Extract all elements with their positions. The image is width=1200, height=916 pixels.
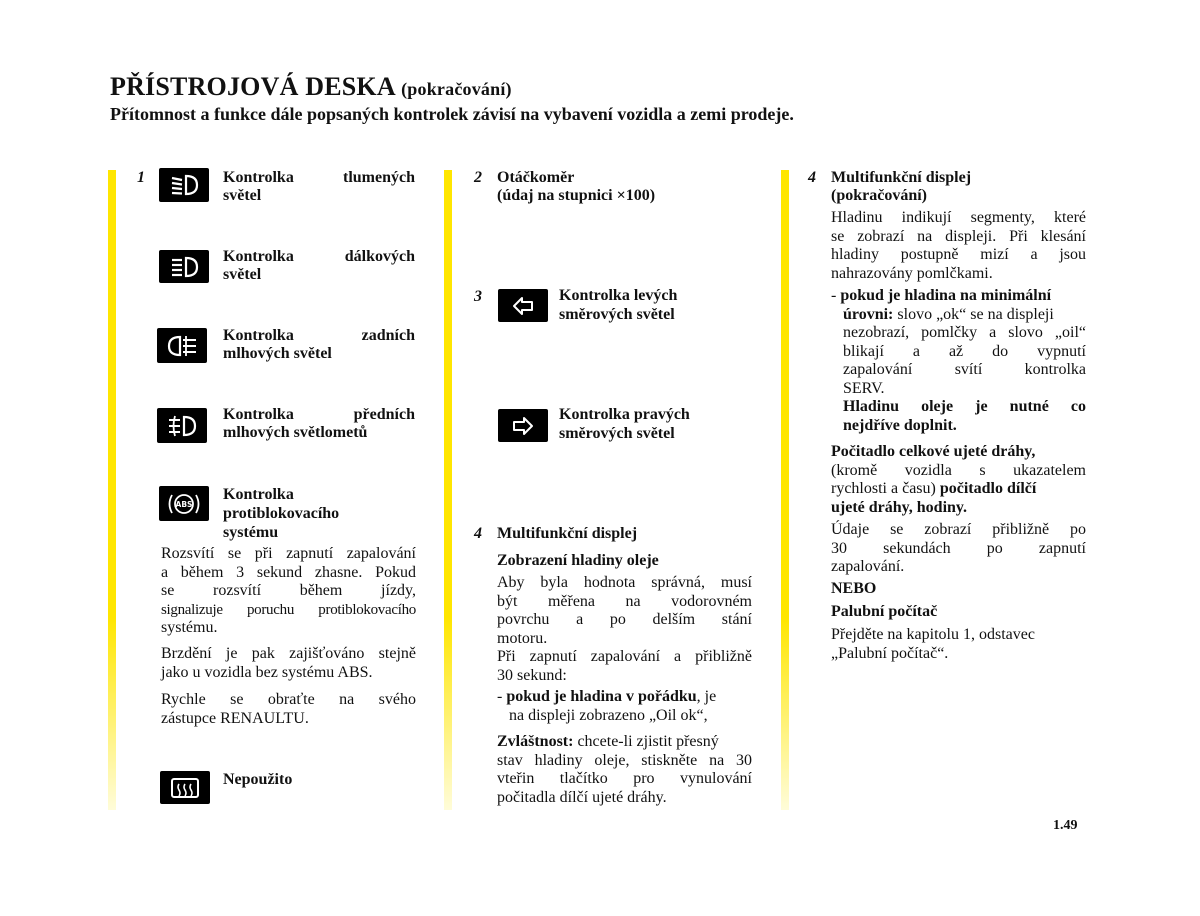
abs-description-2: Brzdění je pak zajišťováno stejně jako u vozidla bez systému ABS. xyxy=(161,645,416,681)
unused-label: Nepoužito xyxy=(223,771,293,788)
low-beam-icon xyxy=(159,168,209,202)
abs-label-3: systému xyxy=(223,524,279,541)
display-cont-heading-1: Multifunkční displej xyxy=(831,169,972,186)
segments-para: Hladinu indikují segmenty, které se zobrazí na displeji. Při klesání hladiny postupně mizí a jsou nahrazovány pomlčkami. xyxy=(831,209,1086,282)
item-number-1: 1 xyxy=(137,169,145,186)
or-label: NEBO xyxy=(831,580,877,597)
trip-computer-para: Přejděte na kapitolu 1, odstavec „Palubní počítač“. xyxy=(831,626,1035,662)
min-level-bullet: - pokud je hladina na minimální úrovni: slovo „ok“ se na displeji nezobrazí, pomlčky a slovo „oil“ blikají a až do vypnutí zapalování svítí kontrolka SERV. Hladinu oleje je nutné co nejdříve doplnit. xyxy=(831,287,1086,434)
right-indicator-icon xyxy=(498,409,548,442)
front-fog-label-2: mlhových světlometů xyxy=(223,424,368,441)
abs-label-1: Kontrolka xyxy=(223,486,294,503)
page-subtitle: Přítomnost a funkce dále popsaných kontrolek závisí na vybavení vozidla a zemi prodeje. xyxy=(110,104,794,124)
item-number-4-cont: 4 xyxy=(808,169,816,186)
left-indicator-label-2: směrových světel xyxy=(559,306,675,323)
rear-fog-label-1: Kontrolka zadních xyxy=(223,327,415,344)
item-number-4: 4 xyxy=(474,525,482,542)
low-beam-label-1: Kontrolka tlumených xyxy=(223,169,415,186)
rear-fog-label-2: mlhových světel xyxy=(223,345,332,362)
rear-defrost-icon xyxy=(160,771,210,804)
title-suffix: (pokračování) xyxy=(401,79,512,99)
odometer-para: Počitadlo celkové ujeté dráhy, (kromě vozidla s ukazatelem rychlosti a času) počitadlo dílčí ujeté dráhy, hodiny. xyxy=(831,443,1086,516)
high-beam-label-1: Kontrolka dálkových xyxy=(223,248,415,265)
display-cont-heading-2: (pokračování) xyxy=(831,187,927,204)
abs-icon xyxy=(159,486,209,521)
accent-bar-col1 xyxy=(108,170,116,810)
tachometer-label-1: Otáčkoměr xyxy=(497,169,575,186)
abs-description-1: Rozsvítí se při zapnutí zapalování a během 3 sekund zhasne. Pokud se rozsvítí během jízdy, signalizuje poruchu protiblokovacího systému. xyxy=(161,545,416,636)
front-fog-light-icon xyxy=(157,408,207,443)
right-indicator-label-2: směrových světel xyxy=(559,425,675,442)
oil-level-para-1: Aby byla hodnota správná, musí být měřena na vodorovném povrchu a po delším stání motoru. Při zapnutí zapalování a přibližně 30 sekund: xyxy=(497,574,752,684)
accent-bar-col2 xyxy=(444,170,452,810)
left-indicator-label-1: Kontrolka levých xyxy=(559,287,678,304)
page-title xyxy=(110,72,512,102)
special-note: Zvláštnost: chcete-li zjistit přesný stav hladiny oleje, stiskněte na 30 vteřin tlačítko pro vynulování počitadla dílčí ujeté dráhy. xyxy=(497,733,752,806)
item-number-3: 3 xyxy=(474,288,482,305)
trip-computer-heading: Palubní počítač xyxy=(831,603,938,620)
oil-ok-bullet: - pokud je hladina v pořádku, je na displeji zobrazeno „Oil ok“, xyxy=(497,688,717,724)
tachometer-label-2: (údaj na stupnici ×100) xyxy=(497,187,656,204)
title-main: PŘÍSTROJOVÁ DESKA xyxy=(110,72,395,101)
high-beam-label-2: světel xyxy=(223,266,262,283)
low-beam-label-2: světel xyxy=(223,187,262,204)
abs-description-3: Rychle se obraťte na svého zástupce RENAULTU. xyxy=(161,691,416,727)
display-time-para: Údaje se zobrazí přibližně po 30 sekundách po zapnutí zapalování. xyxy=(831,521,1086,575)
rear-fog-light-icon xyxy=(157,328,207,363)
item-number-2: 2 xyxy=(474,169,482,186)
front-fog-label-1: Kontrolka předních xyxy=(223,406,415,423)
display-heading: Multifunkční displej xyxy=(497,525,638,542)
accent-bar-col3 xyxy=(781,170,789,810)
svg-text:ABS: ABS xyxy=(175,499,193,509)
oil-level-heading: Zobrazení hladiny oleje xyxy=(497,552,659,569)
page-number: 1.49 xyxy=(1053,818,1078,833)
left-indicator-icon xyxy=(498,289,548,322)
right-indicator-label-1: Kontrolka pravých xyxy=(559,406,690,423)
high-beam-icon xyxy=(159,250,209,283)
abs-label-2: protiblokovacího xyxy=(223,505,340,522)
